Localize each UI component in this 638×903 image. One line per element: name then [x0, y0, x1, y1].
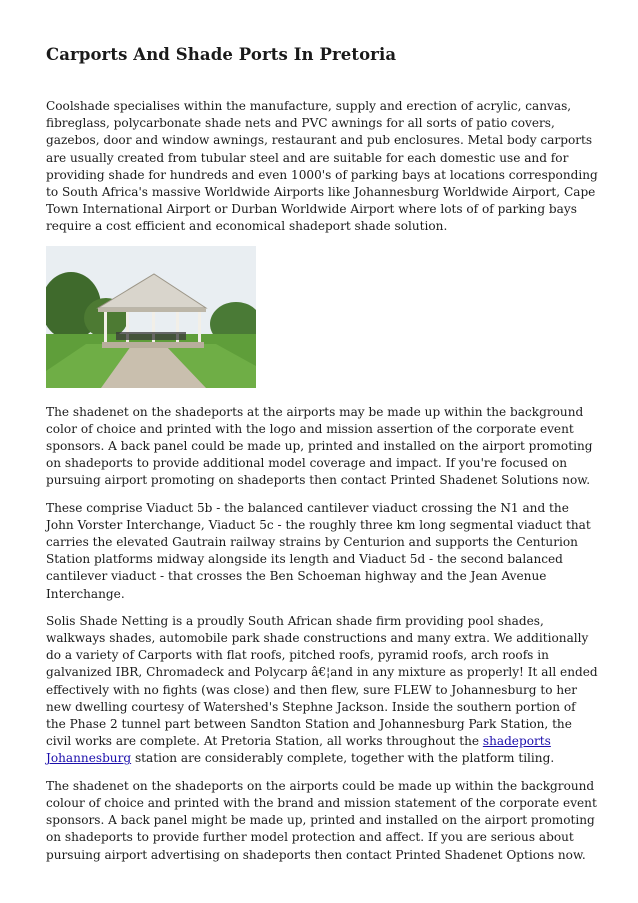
- paragraph-solis-text: Solis Shade Netting is a proudly South African shade firm providing pool shades, walkways shades, automobile park shade constructions and many extra. We additionally do a variety of Carports with flat roofs, pitched roofs, pyramid roofs, arch roofs in galvanized IBR, Chromadeck and Polycarp â€¦and in any mixture as properly! It all ended effectively with no fights (was close) and then flew, sure FLEW to Johannesburg to her new dwelling courtesy of Watershed's Stephne Jackson. Inside the southern portion of the Phase 2 tunnel part between Sandton Station and Johannesburg Park Station, the civil works are complete. At Pretoria Station, all works throughout the: [46, 613, 598, 749]
- document-page: [46, 44, 598, 864]
- paragraph-shadenet-1: The shadenet on the shadeports at the airports may be made up within the background color of choice and printed with the logo and mission assertion of the corporate event sponsors. A back panel could be made up, printed and installed on the airport promoting on shadeports to provide additional model coverage and impact. If you're focused on pursuing airport promoting on shadeports then contact Printed Shadenet Solutions now.: [46, 404, 593, 488]
- paragraph-viaducts: These comprise Viaduct 5b - the balanced cantilever viaduct crossing the N1 and the John Vorster Interchange, Viaduct 5c - the roughly three km long segmental viaduct that carries the elevated Gautrain railway strains by Centurion and supports the Centurion Station platforms midway alongside its length and Viaduct 5d - the second balanced cantilever viaduct - that crosses the Ben Schoeman highway and the Jean Avenue Interchange.: [46, 500, 591, 601]
- paragraph-shadenet-2: The shadenet on the shadeports on the airports could be made up within the background colour of choice and printed with the brand and mission statement of the corporate event sponsors. A back panel might be made up, printed and installed on the airport promoting on shadeports to provide further model protection and affect. If you are serious about pursuing airport advertising on shadeports then contact Printed Shadenet Options now.: [46, 778, 597, 862]
- paragraph-intro: Coolshade specialises within the manufacture, supply and erection of acrylic, canvas, fibreglass, polycarbonate shade nets and PVC awnings for all sorts of patio covers, gazebos, door and window awnings, restaurant and pub enclosures. Metal body carports are usually created from tubular steel and are suitable for each domestic use and for providing shade for hundreds and even 1000's of parking bays at locations corresponding to South Africa's massive Worldwide Airports like Johannesburg Worldwide Airport, Cape Town International Airport or Durban Worldwide Airport where lots of of parking bays require a cost efficient and economical shadeport shade solution.: [46, 99, 598, 234]
- paragraph-solis-tail: station are considerably complete, together with the platform tiling.: [131, 751, 555, 766]
- page-title: Carports And Shade Ports In Pretoria: [46, 45, 397, 64]
- shadeports-johannesburg-link[interactable]: shadeports Johannesburg: [46, 734, 551, 766]
- gazebo-illustration: [46, 246, 256, 388]
- gazebo-photo: [46, 246, 256, 388]
- gazebo-post: [198, 312, 201, 346]
- patio-furniture: [116, 332, 186, 340]
- gazebo-fascia: [98, 308, 206, 312]
- paragraph-solis: [46, 613, 598, 768]
- gazebo-floor: [102, 342, 204, 348]
- gazebo-post: [104, 312, 107, 346]
